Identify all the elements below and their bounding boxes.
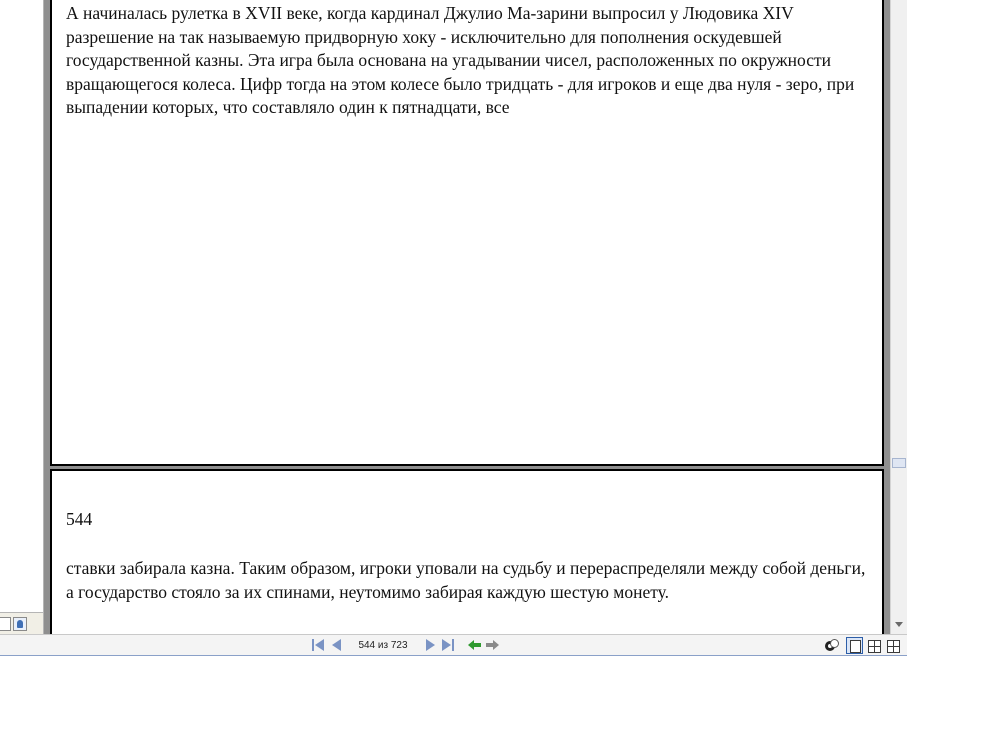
scroll-down-arrow-icon[interactable] — [895, 622, 903, 627]
history-back-button[interactable] — [468, 640, 481, 650]
forward-arrow-icon — [493, 640, 499, 650]
bookmarks-panel-tab[interactable] — [13, 617, 27, 631]
bookmark-icon — [17, 620, 23, 628]
pages-panel-tab[interactable] — [0, 617, 11, 631]
last-page-button[interactable] — [441, 639, 455, 652]
page-number: 544 — [66, 509, 93, 529]
magnifier-icon — [830, 639, 839, 648]
first-page-icon — [315, 639, 324, 651]
sidebar-panel — [0, 0, 44, 634]
last-page-icon — [442, 639, 451, 651]
status-bar — [0, 634, 907, 656]
first-page-button[interactable] — [312, 639, 326, 652]
vertical-scrollbar[interactable] — [890, 0, 907, 634]
settings-button[interactable] — [822, 637, 839, 654]
sidebar-tabs — [0, 612, 43, 635]
facing-pages-view-button[interactable] — [865, 637, 882, 654]
next-page-icon — [426, 639, 435, 651]
continuous-view-button[interactable] — [884, 637, 901, 654]
page-text: А начиналась рулетка в XVII веке, когда кардинал Джулио Ма-зарини выпросил у Людовика XIV разрешение на так называемую придворную хоку - исключительно для пополнения оскудевшей государственной казны. Эта игра была основана на угадывании чисел, расположенных по окружности вращающегося колеса. Цифр тогда на этом колесе было тридцать - для игроков и еще два нуля - зеро, при выпадении которых, что составляло один к пятнадцати, все — [66, 3, 855, 118]
previous-page-icon — [332, 639, 341, 651]
single-page-icon — [850, 640, 861, 653]
page-indicator[interactable]: 544 из 723 — [358, 640, 408, 651]
document-page — [50, 469, 884, 634]
page-text: ставки забирала казна. Таким образом, игроки уповали на судьбу и перераспределяли между собой деньги, а государство стояло за их спинами, неутомимо забирая каждую шестую монету. — [66, 558, 866, 602]
document-page — [50, 0, 884, 466]
scrollbar-thumb[interactable] — [892, 458, 906, 468]
next-page-button[interactable] — [424, 639, 438, 652]
document-view[interactable] — [44, 0, 890, 634]
previous-page-button[interactable] — [330, 639, 344, 652]
history-forward-button[interactable] — [486, 640, 499, 650]
single-page-view-button[interactable] — [846, 637, 863, 654]
